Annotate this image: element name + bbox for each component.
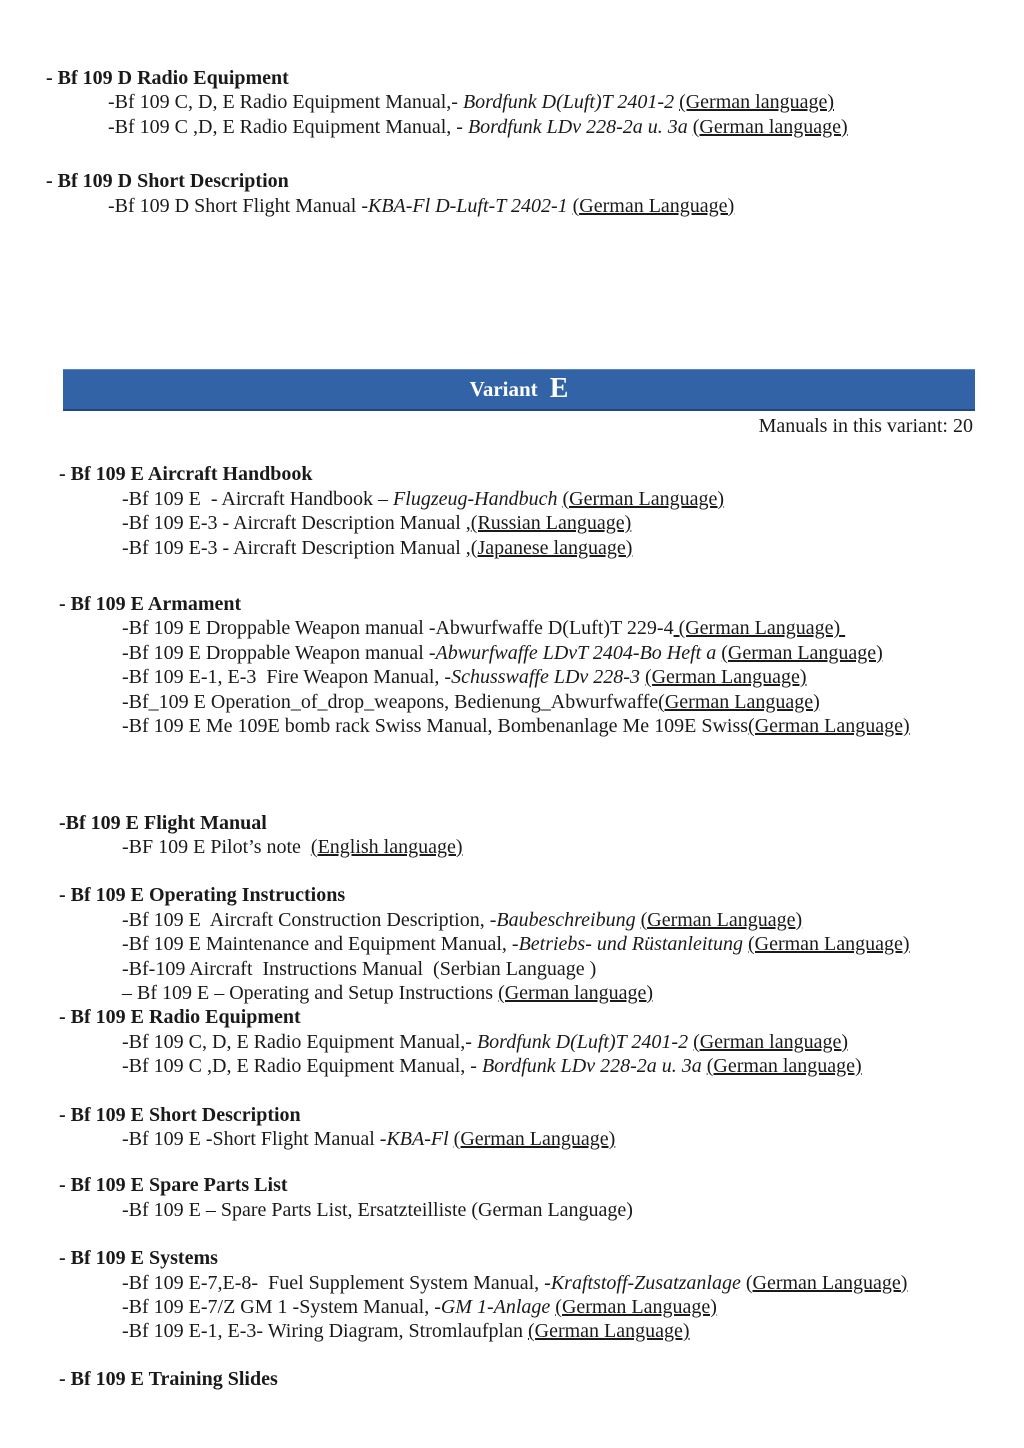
manual-section [0, 592, 1024, 738]
section-heading: - Bf 109 E Short Description [59, 1103, 301, 1126]
manual-title-text: Flugzeug-Handbuch [393, 487, 563, 510]
manual-entry: -Bf 109 E – Spare Parts List, Ersatzteilliste (German Language) [122, 1198, 633, 1221]
manual-title-text: Bordfunk D(Luft)T 2401-2 [462, 91, 680, 114]
manual-entry: -Bf 109 E Droppable Weapon manual -Abwurfwaffe LDvT 2404-Bo Heft a (German Language) [122, 641, 883, 664]
language-link[interactable]: (German language) [498, 981, 653, 1004]
manual-title-text: Betriebs- und Rüstanleitung [518, 933, 748, 956]
manual-entry: -Bf 109 C, D, E Radio Equipment Manual,- Bordfunk D(Luft)T 2401-2 (German language) [108, 91, 834, 114]
manual-title-text: Bordfunk D(Luft)T 2401-2 [476, 1030, 694, 1053]
manual-title-text: Kraftstoff-Zusatzanlage [550, 1271, 746, 1294]
manual-title-text: KBA-Fl D-Luft-T 2402-1 [368, 194, 573, 217]
manual-title-text: Schusswaffe LDv 228-3 [451, 666, 645, 689]
manuals-count-label: Manuals in this variant: 20 [758, 415, 973, 438]
manual-entry: -Bf 109 E-7/Z GM 1 -System Manual, -GM 1-Anlage (German Language) [122, 1296, 717, 1318]
language-link[interactable]: (German Language) [745, 1271, 908, 1294]
manual-section [0, 1173, 1024, 1222]
manual-entry: -BF 109 E Pilot’s note (English language) [122, 835, 463, 858]
manual-section [0, 811, 1024, 860]
language-link[interactable]: (Russian Language) [470, 512, 632, 535]
language-link[interactable]: (German language) [692, 115, 848, 138]
manual-entry: -Bf 109 E-1, E-3- Wiring Diagram, Stromlaufplan (German Language) [122, 1320, 690, 1343]
manual-title-text: Baubeschreibung [496, 908, 641, 931]
manual-entry: -Bf 109 E Aircraft Construction Description, -Baubeschreibung (German Language) [122, 908, 803, 931]
manual-entry: -Bf 109 C ,D, E Radio Equipment Manual, - Bordfunk LDv 228-2a u. 3a (German language) [108, 115, 848, 138]
manual-section [0, 1246, 1024, 1344]
manual-entry: -Bf-109 Aircraft Instructions Manual (Serbian Language ) [122, 957, 597, 980]
section-heading: - Bf 109 E Aircraft Handbook [59, 463, 313, 486]
language-link[interactable]: (German language) [706, 1055, 862, 1078]
manual-entry: -Bf 109 E - Aircraft Handbook – Flugzeug-Handbuch (German Language) [122, 487, 725, 510]
section-heading: -Bf 109 E Flight Manual [59, 811, 267, 834]
language-link[interactable]: (German language) [679, 91, 834, 114]
manual-title-text: GM 1-Anlage [440, 1296, 556, 1318]
manual-entry: -Bf 109 E Me 109E bomb rack Swiss Manual, Bombenanlage Me 109E Swiss(German Language) [122, 715, 910, 738]
variant-banner-label: Variant [469, 377, 538, 402]
manual-section [0, 883, 1024, 1005]
language-link[interactable]: (German Language) [644, 666, 807, 689]
language-link[interactable]: (German Language) [748, 715, 910, 738]
manual-title-text: KBA-Fl [386, 1127, 454, 1150]
manual-section [0, 1367, 1024, 1391]
section-heading: - Bf 109 E Armament [59, 593, 242, 616]
variant-e-sections [0, 462, 1024, 1391]
manual-entry: -Bf 109 C ,D, E Radio Equipment Manual, - Bordfunk LDv 228-2a u. 3a (German language) [122, 1055, 862, 1078]
manual-entry: -Bf 109 E -Short Flight Manual -KBA-Fl (German Language) [122, 1127, 616, 1150]
manual-entry: -Bf 109 E-3 - Aircraft Description Manual ,(Japanese language) [122, 536, 633, 559]
manual-title-text: Abwurfwaffe LDvT 2404-Bo Heft a [435, 641, 722, 664]
manual-entry: -Bf_109 E Operation_of_drop_weapons, Bedienung_Abwurfwaffe(German Language) [122, 690, 820, 713]
language-link[interactable]: (German Language) [640, 908, 803, 931]
section-heading: - Bf 109 E Radio Equipment [59, 1006, 301, 1029]
section-heading: - Bf 109 E Spare Parts List [59, 1174, 288, 1197]
section-heading: - Bf 109 D Short Description [46, 170, 289, 193]
variant-banner-letter: E [549, 373, 569, 405]
section-heading: - Bf 109 D Radio Equipment [46, 67, 289, 89]
language-link[interactable]: (German Language) [673, 617, 846, 640]
language-link[interactable]: (German Language) [747, 933, 910, 956]
language-link[interactable]: (English language) [310, 835, 463, 858]
manual-entry: – Bf 109 E – Operating and Setup Instructions (German language) [122, 981, 653, 1004]
manual-entry: -Bf 109 E Maintenance and Equipment Manual, -Betriebs- und Rüstanleitung (German Language) [122, 933, 910, 956]
section-heading: - Bf 109 E Systems [59, 1247, 218, 1270]
manual-section [0, 66, 1024, 139]
language-link[interactable]: (German Language) [527, 1320, 690, 1343]
manual-entry: -Bf 109 E-1, E-3 Fire Weapon Manual, -Schusswaffe LDv 228-3 (German Language) [122, 666, 807, 689]
section-heading: - Bf 109 E Training Slides [59, 1367, 278, 1390]
manual-section [0, 1005, 1024, 1078]
manual-entry: -Bf 109 E Droppable Weapon manual -Abwurfwaffe D(Luft)T 229-4 (German Language) [122, 617, 846, 640]
manual-title-text: Bordfunk LDv 228-2a u. 3a [481, 1055, 707, 1078]
language-link[interactable]: (German Language) [562, 487, 725, 510]
language-link[interactable]: (German Language) [555, 1296, 717, 1318]
manual-section [0, 169, 1024, 218]
section-heading: - Bf 109 E Operating Instructions [59, 884, 346, 907]
variant-banner [63, 369, 975, 411]
manual-title-text: Bordfunk LDv 228-2a u. 3a [467, 115, 693, 138]
manual-entry: -Bf 109 E-7,E-8- Fuel Supplement System Manual, -Kraftstoff-Zusatzanlage (German Language) [122, 1271, 908, 1294]
language-link[interactable]: (Japanese language) [470, 536, 633, 559]
manual-entry: -Bf 109 D Short Flight Manual -KBA-Fl D-Luft-T 2402-1 (German Language) [108, 194, 735, 217]
manual-section [0, 462, 1024, 560]
language-link[interactable]: (German Language) [453, 1127, 616, 1150]
language-link[interactable]: (German Language) [721, 641, 883, 664]
language-link[interactable]: (German Language) [572, 194, 735, 217]
language-link[interactable]: (German Language) [658, 690, 820, 713]
language-link[interactable]: (German language) [693, 1030, 848, 1053]
manual-entry: -Bf 109 E-3 - Aircraft Description Manual ,(Russian Language) [122, 512, 632, 535]
manual-section [0, 1103, 1024, 1152]
variant-d-sections [0, 66, 1024, 218]
manual-entry: -Bf 109 C, D, E Radio Equipment Manual,- Bordfunk D(Luft)T 2401-2 (German language) [122, 1030, 848, 1053]
